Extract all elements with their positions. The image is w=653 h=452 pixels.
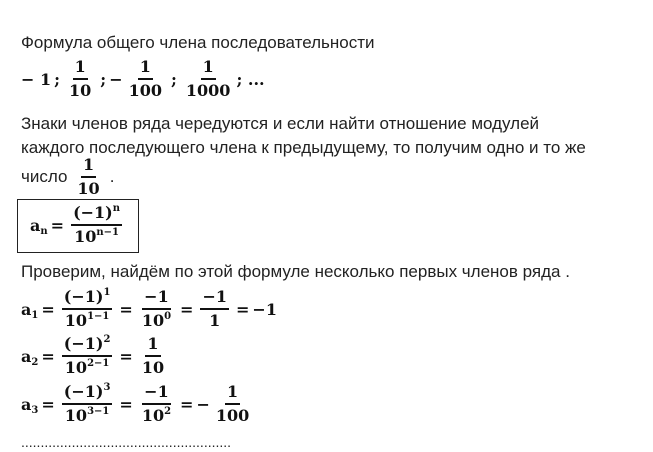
sequence-tail: ; ... [236,69,265,89]
sequence-terms [21,58,265,100]
formula-fraction [71,204,122,246]
fraction-numerator: 1 [138,58,153,80]
calc-a1: $a_1$ = $\frac{(-1)^1}{10^{1-1}}$ = $\frac{-1}{10^0}$ = $\frac{-1}{1}$ = −1 [21,287,277,330]
general-formula [30,204,126,246]
separator: ; [100,69,107,89]
fraction-denominator: $10^{n-1}$ [74,227,119,246]
fraction-numerator: $(-1)^n$ [71,204,122,226]
term-4-fraction [184,58,233,100]
separator: ; [171,69,177,89]
fraction-denominator: 1000 [185,81,231,100]
minus-sign: − [109,69,123,89]
calc-a3-fraction-2: $\frac{-1}{10^2}$ [141,382,172,425]
term-2-fraction [67,58,93,100]
equals-sign: = [50,215,65,235]
trailing-dots: ...................................................... [21,434,232,450]
calc-a2-fraction-1: $\frac{(-1)^2}{10^{2-1}}$ [63,334,111,377]
check-text: Проверим, найдём по этой формуле несколько первых членов ряда . [21,262,570,281]
calc-a3-minus: − [196,394,210,414]
chislo-word: число [21,167,68,186]
term-1: − 1 [21,69,52,89]
ratio-fraction [75,156,101,198]
fraction-denominator: 10 [69,81,92,100]
fraction-denominator: 100 [128,81,162,100]
paragraph-line-3 [21,156,114,198]
paragraph-line-2: каждого последующего члена к предыдущему, то получим одно и то же [21,138,586,157]
fraction-numerator: 1 [73,58,88,80]
calc-a1-fraction-2: $\frac{-1}{10^0}$ [141,287,172,330]
fraction-denominator: 10 [77,179,100,198]
paragraph-line-1: Знаки членов ряда чередуются и если найти отношение модулей [21,114,540,133]
calc-a3: $a_3$ = $\frac{(-1)^3}{10^{3-1}}$ = $\frac{-1}{10^2}$ = − $\frac{1}{100}$ [21,382,250,425]
calc-a1-fraction-1: $\frac{(-1)^1}{10^{1-1}}$ [63,287,111,330]
calc-a2: $a_2$ = $\frac{(-1)^2}{10^{2-1}}$ = $\frac{1}{10}$ [21,334,165,377]
calc-a1-fraction-3: $\frac{-1}{1}$ [202,287,227,330]
general-formula-box [17,199,139,253]
fraction-numerator: 1 [201,58,216,80]
fraction-numerator: 1 [81,156,96,178]
calc-a2-fraction-2: $\frac{1}{10}$ [141,334,165,377]
calc-a3-fraction-1: $\frac{(-1)^3}{10^{3-1}}$ [63,382,111,425]
formula-a: $a_n$ [30,215,48,237]
separator: ; [54,69,61,89]
term-3-fraction [127,58,164,100]
heading-text: Формула общего члена последовательности [21,33,375,52]
calc-a3-fraction-3: $\frac{1}{100}$ [215,382,250,425]
period: . [109,167,115,186]
calc-a1-result: −1 [252,299,277,319]
